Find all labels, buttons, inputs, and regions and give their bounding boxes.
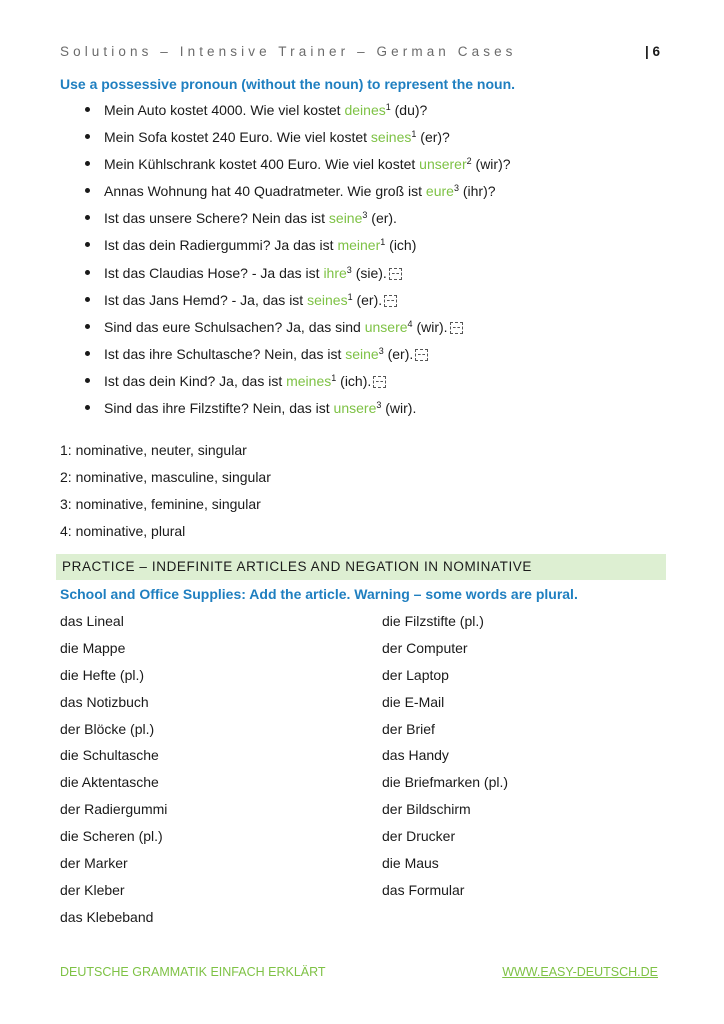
footnotes — [60, 440, 660, 548]
vocabulary-item: das Lineal — [60, 613, 124, 629]
footnote-marker: 3 — [378, 345, 384, 356]
list-item — [60, 127, 660, 154]
answer-word: unserer — [419, 156, 467, 173]
footnote-marker: 3 — [376, 400, 382, 411]
list-item — [60, 181, 660, 208]
tab-placeholder-icon — [373, 376, 386, 388]
footer-tagline: DEUTSCHE GRAMMATIK EINFACH ERKLÄRT — [60, 965, 326, 979]
footnote-line: 2: nominative, masculine, singular — [60, 469, 271, 485]
vocabulary-item: die Mappe — [60, 639, 126, 656]
page-header — [60, 44, 660, 64]
sentence-hint: (er). — [352, 291, 383, 308]
list-item — [60, 290, 660, 317]
sentence-text: Ist das dein Kind? Ja, das ist — [104, 372, 287, 389]
tab-placeholder-icon — [415, 349, 428, 361]
vocabulary-item: der Computer — [382, 639, 468, 656]
exercise-heading: Use a possessive pronoun (without the noun) to represent the noun. — [60, 76, 516, 92]
vocabulary-item: das Notizbuch — [60, 693, 149, 710]
list-item — [60, 263, 660, 290]
vocabulary-item: der Marker — [60, 855, 128, 872]
tab-placeholder-icon — [384, 295, 397, 307]
bullet-icon — [85, 188, 90, 193]
vocabulary-item: der Bildschirm — [382, 801, 471, 818]
footnote-marker: 3 — [453, 183, 459, 194]
answer-word: seines — [370, 129, 412, 146]
sentence-hint: (wir)? — [471, 156, 511, 173]
footnote-marker: 2 — [466, 156, 472, 167]
vocabulary-item: die Schultasche — [60, 747, 159, 764]
sentence-text: Mein Sofa kostet 240 Euro. Wie viel kostet — [104, 129, 371, 146]
list-item — [60, 208, 660, 235]
sentence-text: Ist das ihre Schultasche? Nein, das ist — [104, 345, 346, 362]
list-item — [60, 317, 660, 344]
footnote-marker: 1 — [385, 102, 391, 112]
vocabulary-item: die E-Mail — [382, 693, 445, 710]
bullet-icon — [85, 324, 90, 329]
sentence-hint: (sie). — [351, 264, 387, 281]
list-item — [60, 344, 660, 371]
answer-word: eure — [425, 183, 454, 200]
footnote-marker: 3 — [346, 264, 352, 275]
vocabulary-item: das Handy — [382, 747, 449, 764]
page-number: | 6 — [644, 44, 660, 59]
sentence-hint: (er). — [383, 345, 414, 362]
footnote-marker: 1 — [331, 372, 337, 383]
answer-word: seine — [345, 345, 379, 362]
answer-list — [60, 100, 660, 425]
footnote-marker: 1 — [380, 237, 386, 248]
answer-word: seines — [307, 291, 348, 308]
sentence-hint: (er). — [367, 210, 397, 227]
answer-word: meiner — [337, 237, 381, 254]
sentence-text: Ist das unsere Schere? Nein das ist — [104, 210, 329, 227]
vocabulary-item: das Klebeband — [60, 908, 154, 925]
tab-placeholder-icon — [450, 322, 463, 334]
sentence-text: Annas Wohnung hat 40 Quadratmeter. Wie groß ist — [104, 183, 426, 200]
vocabulary-item: die Scheren (pl.) — [60, 828, 163, 845]
sentence-text: Mein Kühlschrank kostet 400 Euro. Wie viel kostet — [104, 156, 420, 173]
list-item — [60, 154, 660, 181]
word-column-right — [382, 611, 682, 907]
word-column-left — [60, 611, 360, 934]
list-item — [60, 371, 660, 398]
sentence-hint: (ihr)? — [458, 183, 496, 200]
bullet-icon — [85, 161, 90, 166]
sentence-hint: (du)? — [390, 102, 428, 118]
answer-word: unsere — [333, 400, 377, 417]
answer-word: meines — [286, 372, 332, 389]
sentence-text: Ist das dein Radiergummi? Ja das ist — [104, 237, 338, 254]
footnote-line: 3: nominative, feminine, singular — [60, 496, 261, 512]
answer-word: seine — [328, 210, 363, 227]
tab-placeholder-icon — [389, 268, 402, 280]
vocabulary-item: der Kleber — [60, 881, 125, 898]
bullet-icon — [85, 270, 90, 275]
vocabulary-item: die Filzstifte (pl.) — [382, 613, 484, 629]
footnote-marker: 1 — [347, 291, 353, 302]
vocabulary-item: die Briefmarken (pl.) — [382, 774, 509, 791]
section-title: PRACTICE – INDEFINITE ARTICLES AND NEGATION IN NOMINATIVE — [62, 559, 533, 574]
vocabulary-item: der Laptop — [382, 666, 449, 683]
sentence-text: Ist das Jans Hemd? - Ja, das ist — [104, 291, 308, 308]
sentence-text: Mein Auto kostet 4000. Wie viel kostet — [104, 102, 345, 118]
bullet-icon — [85, 351, 90, 356]
sentence-hint: (ich). — [336, 372, 372, 389]
list-item — [60, 100, 660, 127]
answer-word: deines — [344, 102, 386, 118]
bullet-icon — [85, 107, 90, 112]
footnote-line: 4: nominative, plural — [60, 523, 186, 539]
sentence-text: Sind das eure Schulsachen? Ja, das sind — [104, 318, 365, 335]
answer-word: unsere — [364, 318, 408, 335]
sentence-text: Ist das Claudias Hose? - Ja das ist — [104, 264, 324, 281]
list-item — [60, 235, 660, 262]
footnote-marker: 3 — [362, 210, 368, 221]
vocabulary-item: der Drucker — [382, 828, 456, 845]
vocabulary-item: das Formular — [382, 881, 465, 898]
vocabulary-item: der Brief — [382, 720, 435, 737]
bullet-icon — [85, 242, 90, 247]
footnote-line: 1: nominative, neuter, singular — [60, 442, 247, 458]
bullet-icon — [85, 378, 90, 383]
vocabulary-item: die Hefte (pl.) — [60, 666, 145, 683]
sentence-hint: (er)? — [416, 129, 450, 146]
answer-word: ihre — [323, 264, 347, 281]
list-item — [60, 398, 660, 425]
practice-heading: School and Office Supplies: Add the article. Warning – some words are plural. — [60, 586, 578, 602]
vocabulary-item: der Blöcke (pl.) — [60, 720, 155, 737]
bullet-icon — [85, 215, 90, 220]
section-title-bar — [56, 554, 666, 580]
vocabulary-item: die Maus — [382, 855, 439, 872]
sentence-text: Sind das ihre Filzstifte? Nein, das ist — [104, 400, 334, 417]
footnote-marker: 1 — [411, 129, 417, 140]
sentence-hint: (wir). — [412, 318, 448, 335]
document-title: Solutions – Intensive Trainer – German Cases — [60, 44, 517, 59]
footnote-marker: 4 — [407, 318, 413, 329]
bullet-icon — [85, 134, 90, 139]
sentence-hint: (ich) — [385, 237, 417, 254]
bullet-icon — [85, 297, 90, 302]
vocabulary-item: der Radiergummi — [60, 801, 168, 818]
footer-website-link[interactable]: WWW.EASY-DEUTSCH.DE — [502, 965, 658, 979]
vocabulary-item: die Aktentasche — [60, 774, 159, 791]
bullet-icon — [85, 405, 90, 410]
sentence-hint: (wir). — [381, 400, 417, 417]
